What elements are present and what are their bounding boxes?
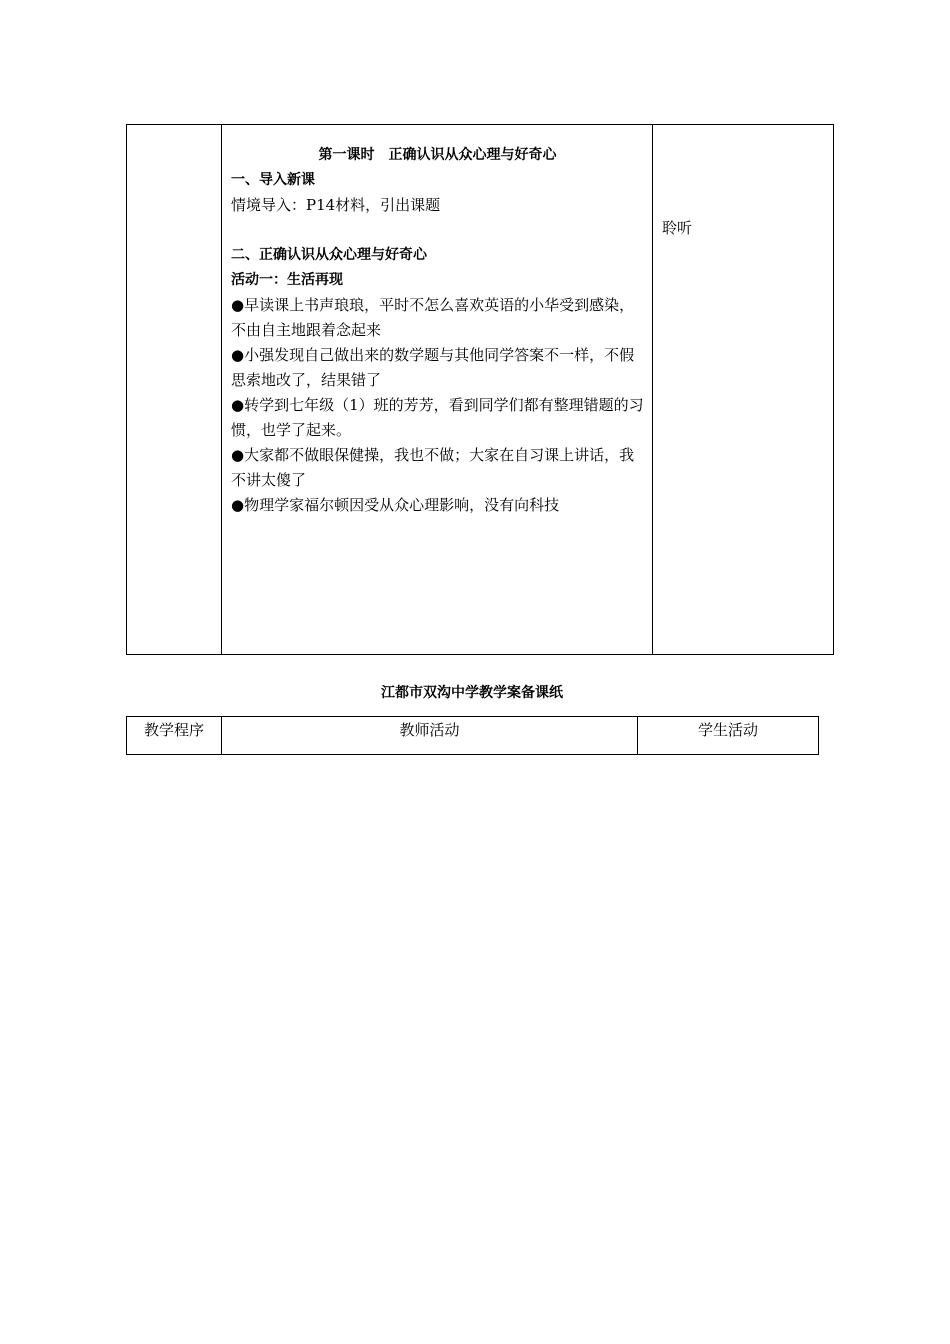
student-activity-cell [653,125,833,654]
header-teacher-activity: 教师活动 [222,717,638,754]
section-heading-main: 二、正确认识从众心理与好奇心 [231,247,427,263]
blank-line [231,218,644,243]
student-activity-text: 聆听 [662,219,693,237]
bullet-item: ●物理学家福尔顿因受从众心理影响，没有向科技 [231,496,560,514]
procedure-cell [127,125,222,654]
bullet-item: ●转学到七年级（1）班的芳芳，看到同学们都有整理错题的习惯，也学了起来。 [231,396,644,439]
header-table [126,716,819,755]
activity-heading: 活动一：生活再现 [231,272,343,288]
bullet-item: ●早读课上书声琅琅，平时不怎么喜欢英语的小华受到感染，不由自主地跟着念起来 [231,296,635,339]
bullet-item: ●大家都不做眼保健操，我也不做；大家在自习课上讲话，我不讲太傻了 [231,446,635,489]
section-text-intro: 情境导入：P14材料，引出课题 [231,196,441,214]
header-student-activity: 学生活动 [697,721,758,739]
lesson-table [126,124,834,655]
bullet-item: ●小强发现自己做出来的数学题与其他同学答案不一样，不假思索地改了，结果错了 [231,346,635,389]
lesson-title: 第一课时 正确认识从众心理与好奇心 [318,147,557,163]
header-procedure: 教学程序 [127,717,222,754]
section-heading-intro: 一、导入新课 [231,172,315,188]
teacher-activity-cell [222,125,653,654]
form-title: 江都市双沟中学教学案备课纸 [381,685,563,701]
